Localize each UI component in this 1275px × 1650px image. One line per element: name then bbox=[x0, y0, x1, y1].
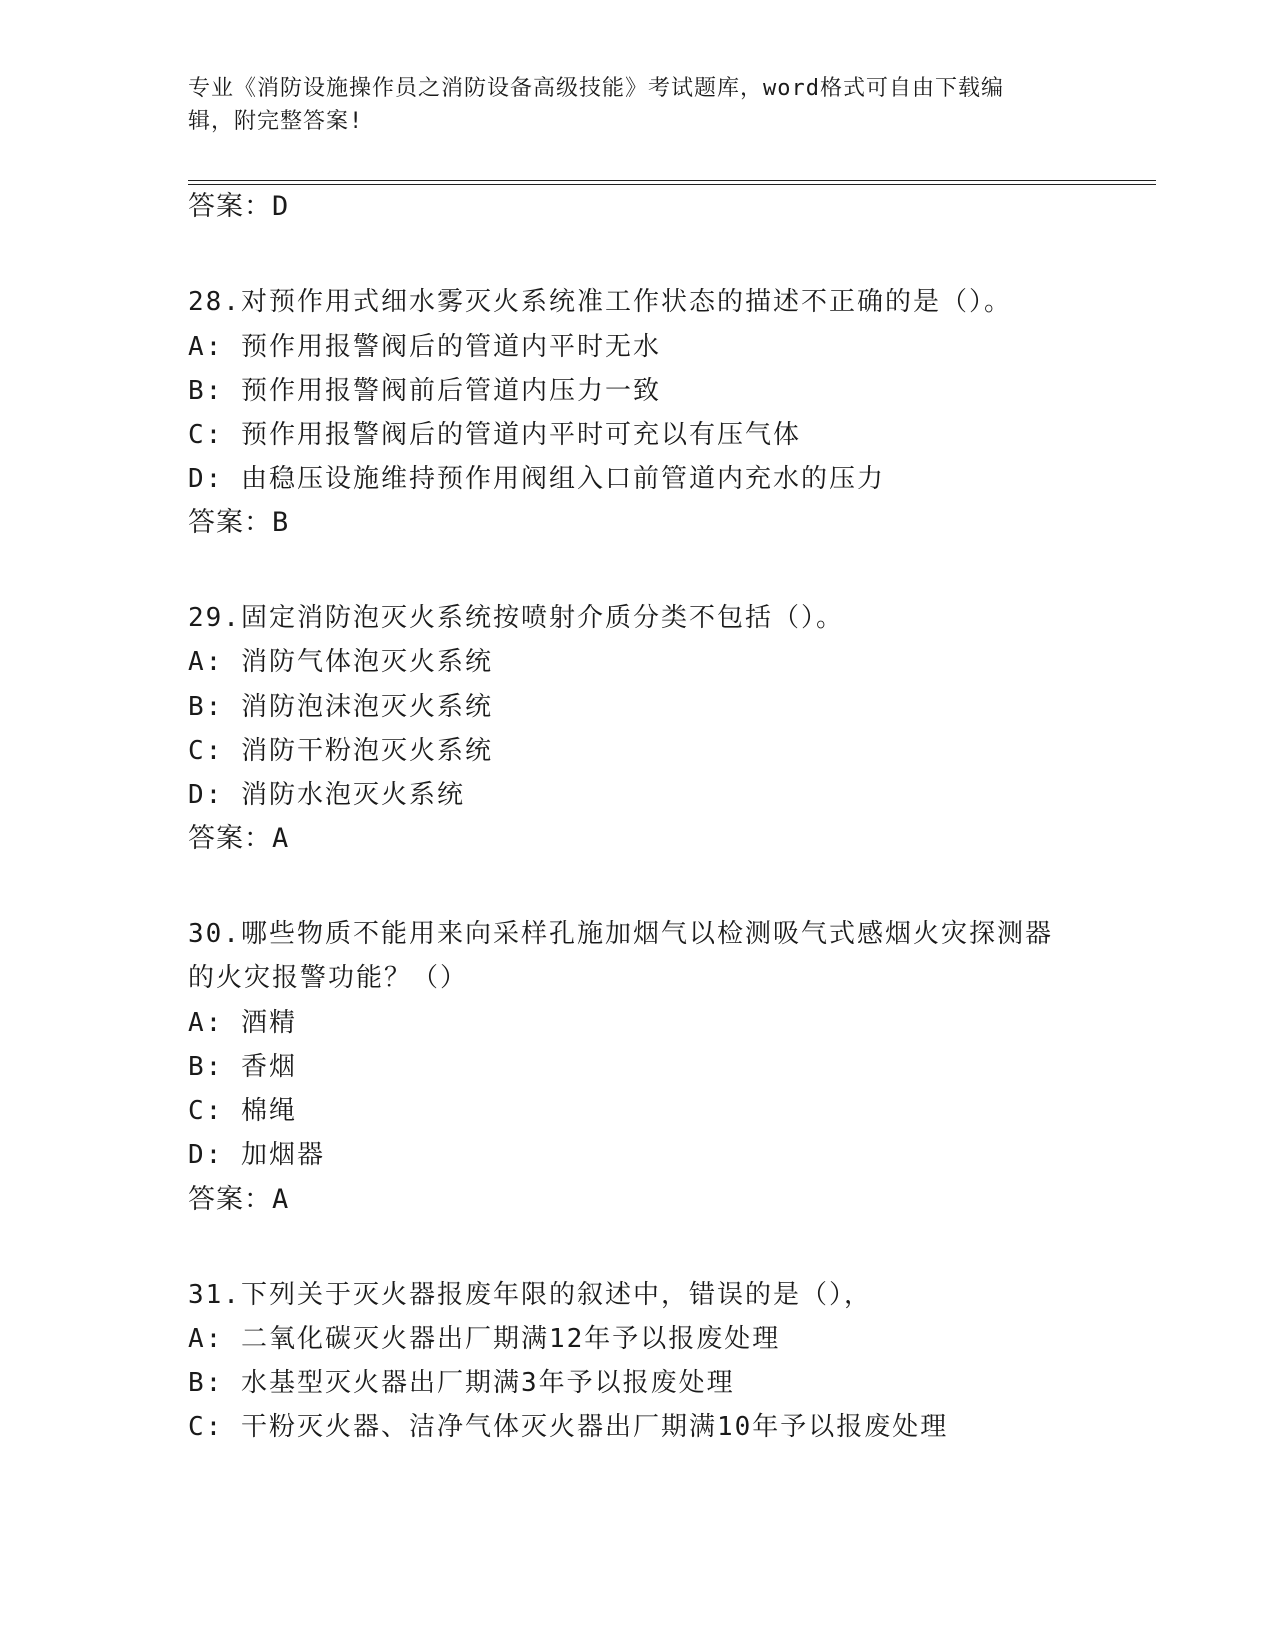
answer-prev: 答案：D bbox=[188, 191, 290, 222]
document-header bbox=[188, 72, 1088, 138]
header-divider-bottom bbox=[188, 184, 1156, 185]
q28-option-a: A: 预作用报警阀后的管道内平时无水 bbox=[188, 332, 661, 362]
q29-option-a: A: 消防气体泡灭火系统 bbox=[188, 647, 493, 677]
question-31: 31.下列关于灭火器报废年限的叙述中，错误的是（）， bbox=[188, 1280, 872, 1310]
q31-option-c: C: 干粉灭火器、洁净气体灭火器出厂期满10年予以报废处理 bbox=[188, 1412, 949, 1442]
q29-answer: 答案：A bbox=[188, 823, 290, 854]
question-29: 29.固定消防泡灭火系统按喷射介质分类不包括（）。 bbox=[188, 603, 844, 633]
q29-option-c: C: 消防干粉泡灭火系统 bbox=[188, 736, 493, 766]
header-line-1: 专业《消防设施操作员之消防设备高级技能》考试题库，word格式可自由下载编 bbox=[188, 76, 1004, 101]
q28-option-c: C: 预作用报警阀后的管道内平时可充以有压气体 bbox=[188, 420, 801, 450]
q28-answer: 答案：B bbox=[188, 507, 290, 538]
q29-option-d: D: 消防水泡灭火系统 bbox=[188, 780, 465, 810]
q30-option-d: D: 加烟器 bbox=[188, 1140, 325, 1170]
header-line-2: 辑，附完整答案! bbox=[188, 109, 364, 134]
q30-option-a: A: 酒精 bbox=[188, 1008, 297, 1038]
q30-option-c: C: 棉绳 bbox=[188, 1096, 297, 1126]
q31-option-a: A: 二氧化碳灭火器出厂期满12年予以报废处理 bbox=[188, 1324, 781, 1354]
q28-option-d: D: 由稳压设施维持预作用阀组入口前管道内充水的压力 bbox=[188, 464, 885, 494]
q28-option-b: B: 预作用报警阀前后管道内压力一致 bbox=[188, 376, 661, 406]
header-divider-top bbox=[188, 180, 1156, 181]
q29-option-b: B: 消防泡沫泡灭火系统 bbox=[188, 692, 493, 722]
q31-option-b: B: 水基型灭火器出厂期满3年予以报废处理 bbox=[188, 1368, 735, 1398]
question-30-line-1: 30.哪些物质不能用来向采样孔施加烟气以检测吸气式感烟火灾探测器 bbox=[188, 919, 1053, 949]
question-28: 28.对预作用式细水雾灭火系统准工作状态的描述不正确的是（）。 bbox=[188, 287, 1012, 317]
question-30-line-2: 的火灾报警功能？（） bbox=[188, 963, 469, 993]
q30-option-b: B: 香烟 bbox=[188, 1052, 297, 1082]
q30-answer: 答案：A bbox=[188, 1184, 290, 1215]
